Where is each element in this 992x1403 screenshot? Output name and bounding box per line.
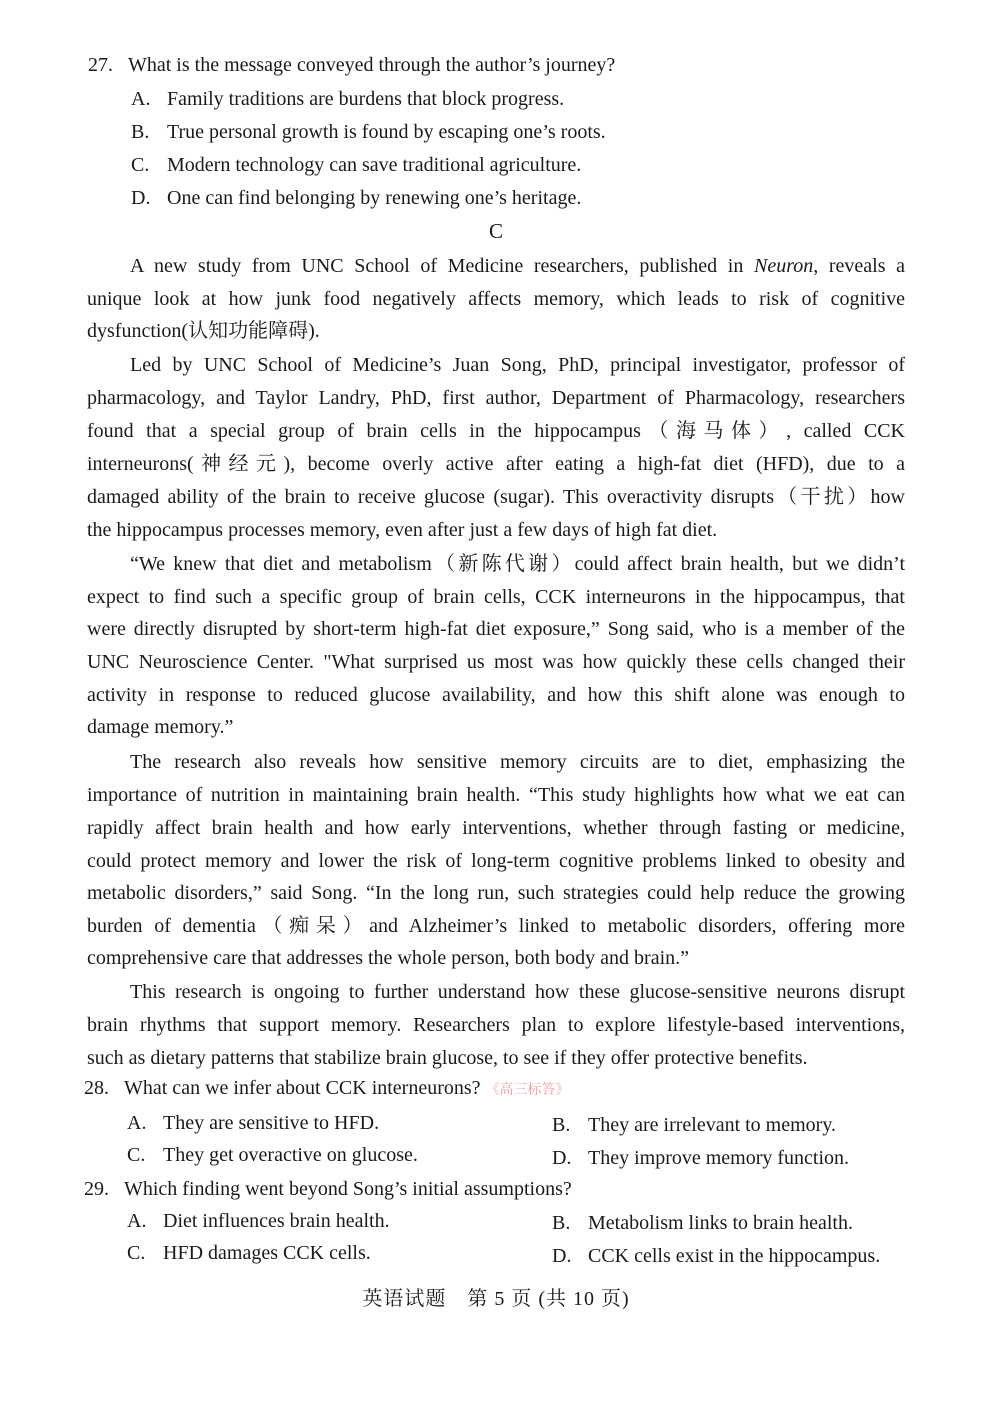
question-stem	[84, 1075, 570, 1103]
option-b	[552, 1112, 836, 1138]
option-text: They get overactive on glucose.	[163, 1144, 418, 1166]
passage-line: such as dietary patterns that stabilize brain glucose, to see if they offer protective benefits.	[87, 1047, 808, 1069]
option-letter: C.	[131, 154, 150, 176]
passage-line: burden of dementia（痴呆）and Alzheimer’s linked to metabolic disorders, offering more	[87, 915, 905, 937]
option-text: Metabolism links to brain health.	[588, 1212, 853, 1234]
option-a	[131, 86, 564, 112]
option-d	[552, 1145, 849, 1171]
option-text: Modern technology can save traditional agriculture.	[167, 154, 582, 176]
passage-line: “We knew that diet and metabolism（新陈代谢）could affect brain health, but we didn’t	[130, 553, 905, 575]
option-text: They improve memory function.	[588, 1147, 850, 1169]
passage-line: interneurons(神经元), become overly active after eating a high-fat diet (HFD), due to a	[87, 453, 905, 475]
option-text: Diet influences brain health.	[163, 1210, 390, 1232]
question-number: 29.	[84, 1178, 109, 1200]
page-footer: 英语试题 第 5 页 (共 10 页)	[362, 1288, 630, 1310]
option-text: They are irrelevant to memory.	[588, 1114, 837, 1136]
option-text: True personal growth is found by escaping one’s roots.	[167, 121, 606, 143]
option-text: Family traditions are burdens that block progress.	[167, 88, 565, 110]
option-c	[127, 1142, 418, 1168]
option-letter: D.	[552, 1245, 572, 1267]
option-letter: D.	[131, 187, 151, 209]
option-letter: A.	[131, 88, 151, 110]
watermark: 《高三标答》	[485, 1082, 570, 1098]
passage-line: pharmacology, and Taylor Landry, PhD, first author, Department of Pharmacology, researchers	[87, 387, 905, 409]
passage-line: unique look at how junk food negatively affects memory, which leads to risk of cognitive	[87, 288, 905, 310]
passage-line: importance of nutrition in maintaining brain health. “This study highlights how what we eat can	[87, 784, 905, 806]
passage-line: damage memory.”	[87, 716, 234, 738]
question-stem	[84, 1176, 572, 1202]
question-number: 28.	[84, 1077, 109, 1099]
passage-line	[87, 253, 905, 279]
option-text: HFD damages CCK cells.	[163, 1242, 371, 1264]
option-letter: D.	[552, 1147, 572, 1169]
option-letter: B.	[131, 121, 150, 143]
option-letter: A.	[127, 1210, 147, 1232]
option-letter: C.	[127, 1242, 146, 1264]
passage-line: dysfunction(认知功能障碍).	[87, 320, 320, 342]
option-b	[131, 119, 606, 145]
section-heading: C	[488, 219, 503, 243]
passage-line: comprehensive care that addresses the whole person, both body and brain.”	[87, 947, 690, 969]
passage-line: UNC Neuroscience Center. "What surprised us most was how quickly these cells changed their	[87, 651, 905, 673]
option-text: They are sensitive to HFD.	[163, 1112, 380, 1134]
option-letter: B.	[552, 1212, 571, 1234]
passage-line: the hippocampus processes memory, even after just a few days of high fat diet.	[87, 519, 718, 541]
question-text: Which finding went beyond Song’s initial assumptions?	[124, 1178, 572, 1200]
option-letter: A.	[127, 1112, 147, 1134]
option-b	[552, 1210, 853, 1236]
question-text: What is the message conveyed through the author’s journey?	[128, 54, 616, 76]
question-stem	[88, 52, 615, 78]
passage-line: activity in response to reduced glucose availability, and how this shift alone was enough to	[87, 684, 905, 706]
passage-line: Led by UNC School of Medicine’s Juan Song, PhD, principal investigator, professor of	[130, 354, 905, 376]
passage-line: expect to find such a specific group of brain cells, CCK interneurons in the hippocampus, that	[87, 586, 905, 608]
passage-line: found that a special group of brain cells in the hippocampus（海马体）, called CCK	[87, 420, 905, 442]
line-text: , reveals a	[813, 255, 906, 277]
passage-line: This research is ongoing to further understand how these glucose-sensitive neurons disrupt	[130, 981, 905, 1003]
line-text: A new study from UNC School of Medicine researchers, published in	[130, 255, 754, 277]
option-c	[127, 1240, 371, 1266]
passage-line: The research also reveals how sensitive memory circuits are to diet, emphasizing the	[130, 751, 905, 773]
question-number: 27.	[88, 54, 113, 76]
passage-line: were directly disrupted by short-term high-fat diet exposure,” Song said, who is a member of the	[87, 618, 905, 640]
option-a	[127, 1110, 379, 1136]
option-letter: C.	[127, 1144, 146, 1166]
option-text: CCK cells exist in the hippocampus.	[588, 1245, 881, 1267]
question-text: What can we infer about CCK interneurons?	[124, 1077, 481, 1099]
option-c	[131, 152, 581, 178]
option-a	[127, 1208, 390, 1234]
option-text: One can find belonging by renewing one’s heritage.	[167, 187, 582, 209]
passage-line: rapidly affect brain health and how early interventions, whether through fasting or medicine,	[87, 817, 905, 839]
journal-name: Neuron	[753, 255, 814, 277]
passage-line: could protect memory and lower the risk of long-term cognitive problems linked to obesity and	[87, 850, 905, 872]
passage-line: brain rhythms that support memory. Researchers plan to explore lifestyle-based interventions,	[87, 1014, 905, 1036]
option-d	[552, 1243, 880, 1269]
option-letter: B.	[552, 1114, 571, 1136]
passage-line: damaged ability of the brain to receive glucose (sugar). This overactivity disrupts（干扰）how	[87, 486, 905, 508]
option-d	[131, 185, 581, 211]
passage-line: metabolic disorders,” said Song. “In the long run, such strategies could help reduce the growing	[87, 882, 905, 904]
